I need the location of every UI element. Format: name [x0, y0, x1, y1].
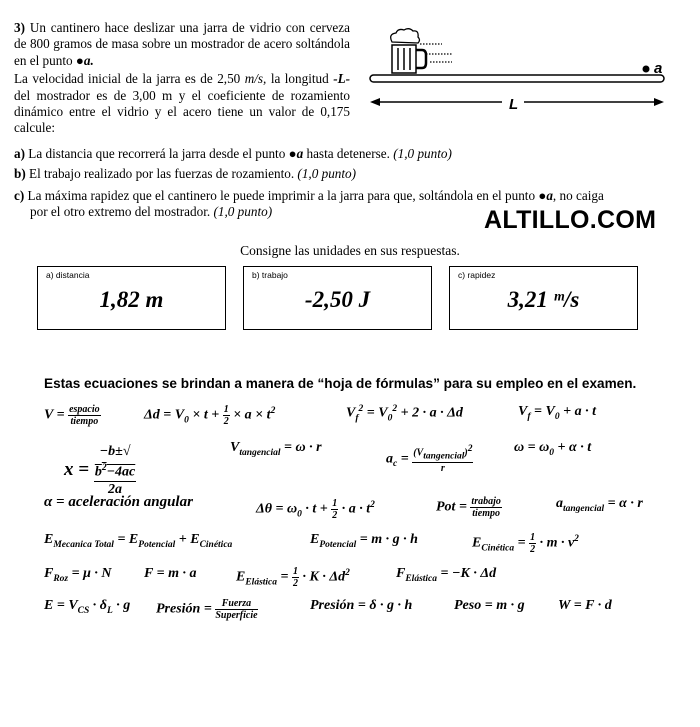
formula-elastic-force: $F_{Elástica} = -K \cdot \Delta d$ — [396, 566, 497, 584]
instruction-text: Consigne las unidades en sus respuestas. — [240, 243, 460, 258]
counter-bar — [370, 75, 664, 82]
formula-angular-displacement: $\Delta\theta = \omega_0 \cdot t$ + $\frac{1}{2}$ · $a \cdot t^2$ — [256, 498, 375, 521]
formula-work: W = F · d — [558, 598, 612, 613]
formula-velocity: V = espacio tiempo — [44, 404, 100, 427]
answer-value: 1,82 m — [99, 287, 164, 312]
answer-value: 3,21 ᵐ/s — [507, 287, 580, 312]
point-a-dot — [643, 66, 650, 73]
problem-text-1: Un cantinero hace deslizar una jarra de vidrio con cerveza de 800 gramos de masa sobre un mostrador de acero soltándola en el punto — [14, 20, 350, 68]
formula-mechanical-energy: $E_{Mecanica Total} = E_{Potencial} + E_{Cinética}$ — [44, 532, 233, 550]
formula-centripetal: $a_c$ = $(V_{tangencial})^2$ r — [386, 444, 473, 475]
formula-pressure: Presión = Fuerza Superficie — [156, 598, 258, 621]
formulas-header: Estas ecuaciones se brindan a manera de “hoja de fórmulas” para su empleo en el examen. — [44, 376, 637, 391]
problem-text-2b: la longitud — [270, 71, 329, 87]
point-label: ●a. — [75, 52, 94, 68]
answer-box-work — [243, 266, 432, 330]
answer-label: c) rapidez — [458, 270, 496, 280]
formula-potential-energy: $E_{Potencial} = m \cdot g \cdot h$ — [310, 532, 418, 550]
length-label: -L- — [333, 71, 351, 87]
formula-weight: Peso = m · g — [454, 598, 525, 613]
velocity-unit: m/s, — [244, 71, 267, 87]
problem-statement — [14, 20, 350, 139]
formula-friction: $F_{Roz} = \mu \cdot N$ — [44, 566, 112, 584]
beer-mug-icon — [391, 29, 426, 73]
formula-buoyancy: $E = V_{CS} \cdot \delta_L \cdot g$ — [44, 598, 131, 616]
watermark-logo: ALTILLO.COM — [484, 206, 657, 234]
figure-point-label: a — [654, 60, 663, 77]
answer-box-distance — [37, 266, 226, 330]
formula-alpha: α = aceleración angular — [44, 494, 193, 510]
answer-label: b) trabajo — [252, 270, 288, 280]
formula-power: Pot = trabajo tiempo — [436, 496, 501, 519]
formula-angular-velocity: $\omega = \omega_0 + \alpha \cdot t$ — [514, 440, 592, 458]
problem-text-2a: La velocidad inicial de la jarra es de 2,50 — [14, 71, 241, 87]
formula-tangential-velocity: $V_{tangencial} = \omega \cdot r$ — [230, 440, 322, 458]
formula-elastic-energy: $E_{Elástica}$ = $\frac{1}{2}$ · $K \cdot \Delta d^2$ — [236, 566, 350, 589]
formula-tangential-accel: $a_{tangencial} = \alpha \cdot r$ — [556, 496, 643, 514]
problem-number: 3) — [14, 20, 25, 35]
formula-displacement: $\Delta d = V_0 \times t$ + $\frac{1}{2}$ × $a \times t^2$ — [144, 404, 276, 427]
bar-counter-figure — [366, 28, 676, 120]
formula-quadratic: x = −b±√ $b^2-4ac$ 2a — [64, 444, 136, 497]
figure-length-label: L — [509, 96, 519, 113]
formula-hydrostatic: Presión = δ · g · h — [310, 598, 413, 613]
formula-vf: $V_f = V_0 + a \cdot t$ — [518, 404, 596, 422]
question-a: a) La distancia que recorrerá la jarra desde el punto ●a hasta detenerse. (1,0 punto) — [14, 146, 452, 161]
answer-box-speed — [449, 266, 638, 330]
answer-value: -2,50 J — [304, 287, 371, 312]
formula-vf-squared: $V_f^2 = V_0^2 + 2 \cdot a \cdot \Delta d$ — [346, 404, 463, 424]
answer-label: a) distancia — [46, 270, 90, 280]
problem-text-2c: del mostrador es de 3,00 m y el coeficiente de rozamiento dinámico entre el vidrio y el acero tiene un valor de 0,175 calcule: — [14, 87, 350, 136]
formula-newton: F = m · a — [144, 566, 197, 581]
question-b: b) El trabajo realizado por las fuerzas de rozamiento. (1,0 punto) — [14, 166, 357, 181]
formula-kinetic-energy: $E_{Cinética}$ = $\frac{1}{2}$ · $m \cdot v^2$ — [472, 532, 579, 555]
question-c: c) La máxima rapidez que el cantinero le puede imprimir a la jarra para que, soltándola en el punto ●a, no caiga por el otro extremo del mostrador. (1,0 punto) — [14, 188, 604, 220]
